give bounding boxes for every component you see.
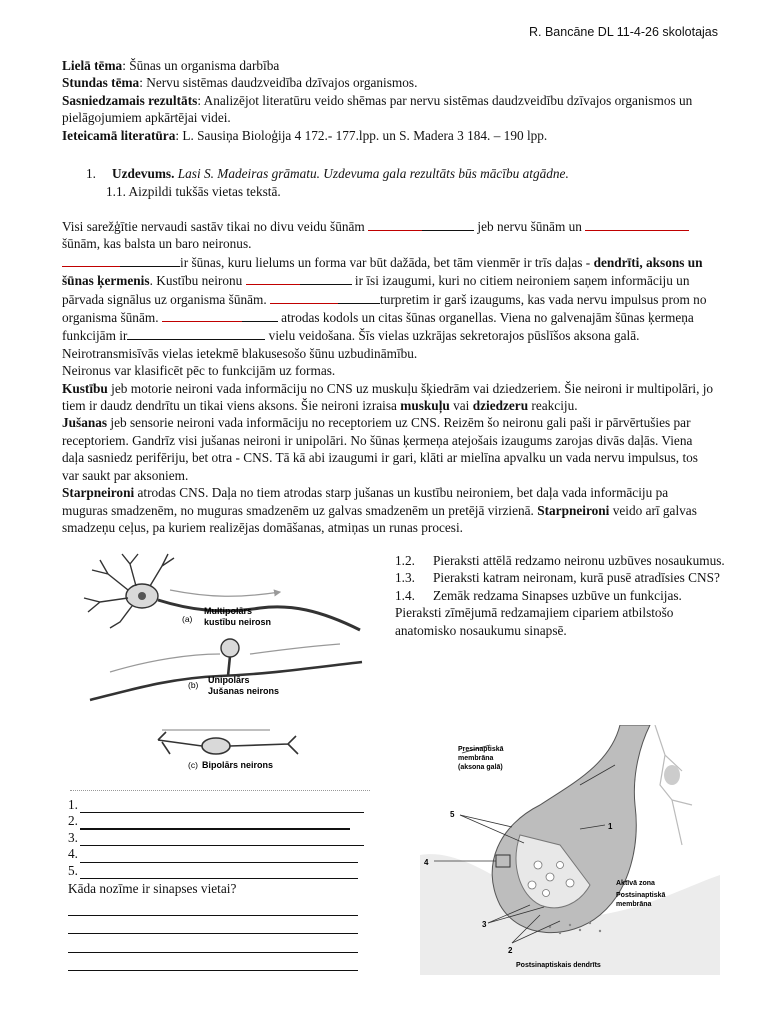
answer-line-2[interactable] <box>68 813 368 829</box>
p6-bold: Starpneironi <box>537 502 610 518</box>
blank-1b[interactable] <box>422 217 474 231</box>
p2-a: ir šūnas, kuru lielums un forma var būt dažāda, bet tām vienmēr ir trīs daļas - <box>180 254 594 270</box>
neuron-types-drawing <box>70 550 370 782</box>
figure-divider <box>70 790 370 791</box>
result-label: Sasniedzamais rezultāts <box>62 92 198 108</box>
p4-bold-2: dziedzeru <box>472 398 529 414</box>
blank-4b[interactable] <box>300 271 352 285</box>
theme-label: Lielā tēma <box>62 58 123 73</box>
lesson-value: : Nervu sistēmas daudzveidība dzīvajos organismos. <box>139 75 418 91</box>
blank-2[interactable] <box>585 217 689 231</box>
fill-text <box>62 217 716 536</box>
blank-7[interactable] <box>127 326 265 340</box>
fig-a-tag: (a) <box>182 614 193 624</box>
question-1-3-text: Pieraksti katram neironam, kurā pusē atradīsies CNS? <box>433 570 720 586</box>
syn-pre-l3: (aksona galā) <box>458 764 503 771</box>
p2-bold: dendrīti, aksons un šūnas ķermenis <box>62 254 703 289</box>
synapse-drawing <box>420 725 720 975</box>
write-line-2[interactable] <box>68 916 358 935</box>
question-1-4-text: Zemāk redzama Sinapses uzbūve un funkcijas. Pieraksti zīmējumā redzamajiem cipariem atbilstošo anatomisko nosaukumu sinapsē. <box>395 587 682 638</box>
p6-a: atrodas CNS. Daļa no tiem atrodas starp jušanas un kustību neironiem, bet daļa vada informāciju pa muguras smadzenēm, no muguras smadzenēm uz galvas smadzenēm un pretējā virzienā. <box>62 485 669 518</box>
question-1-2-num: 1.2. <box>395 553 415 568</box>
fig-b-label1: Unipolārs <box>208 675 250 685</box>
syn-pre-l2: membrāna <box>458 755 494 762</box>
blank-5b[interactable] <box>338 290 380 304</box>
neuron-types-figure <box>70 550 370 782</box>
p6-label: Starpneironi <box>62 485 135 501</box>
question-1-2 <box>395 552 725 569</box>
blank-5[interactable] <box>270 290 338 304</box>
question-1-4-num: 1.4. <box>395 587 415 603</box>
question-1-3 <box>395 569 725 586</box>
questions-column <box>395 552 725 639</box>
fig-b-tag: (b) <box>188 680 199 690</box>
p1-c: šūnām, kas balsta un baro neironus. <box>62 236 252 252</box>
blank-6b[interactable] <box>242 308 278 322</box>
lesson-label: Stundas tēma <box>62 75 140 91</box>
p2-d: ir īsi izaugumi, kuri no citiem neironiem saņem informāciju un pārvada signālus uz organisma šūnām. <box>62 273 690 307</box>
task-instruction: Lasi S. Madeiras grāmatu. Uzdevuma gala rezultāts būs mācību atgādne. <box>177 166 569 181</box>
synapse-figure <box>420 725 720 975</box>
answer-line-5[interactable] <box>68 863 368 879</box>
syn-post-l1: Postsinaptiskā <box>616 892 666 899</box>
question-1-3-num: 1.3. <box>395 570 415 586</box>
answer-line-1[interactable] <box>68 797 368 813</box>
syn-num-4: 4 <box>424 858 429 867</box>
answer-num-5: 5. <box>68 862 78 878</box>
syn-post-l2: membrāna <box>616 901 652 908</box>
syn-pre-l1: Presinaptiskā <box>458 746 504 753</box>
answer-lines <box>68 797 368 971</box>
blank-4[interactable] <box>246 271 300 285</box>
neuron-branch <box>655 725 692 845</box>
answer-num-2: 2. <box>68 813 78 829</box>
p5-label: Jušanas <box>62 415 108 431</box>
syn-num-1: 1 <box>608 822 613 831</box>
result-value: : Analizējot literatūru veido shēmas par nervu sistēmas daudzveidību dzīvajos organismos un pielāgojumiem apkārtējai videi. <box>62 92 693 126</box>
answer-num-1: 1. <box>68 796 78 812</box>
write-line-3[interactable] <box>68 934 358 953</box>
p2-e: turpretim ir garš izaugums, kas vada nervu impulsus prom no organisma šūnām. <box>62 291 707 326</box>
header-author: R. Bancāne DL 11-4-26 skolotajas <box>529 25 718 39</box>
blank-3[interactable] <box>62 253 120 267</box>
p1-b: jeb nervu šūnām un <box>474 219 586 234</box>
p2-g: vielu veidošana. Šīs vielas uzkrājas sekretorajos pūslīšos aksona galā. Neirotransmisīvās vielas ietekmē blakusesošo šūnu uzbudināmību. <box>62 328 640 361</box>
p4-b: vai <box>449 398 473 414</box>
question-1-4 <box>395 587 725 639</box>
syn-num-5: 5 <box>450 810 455 819</box>
fig-c-label: Bipolārs neirons <box>202 760 274 770</box>
fig-b-label2: Jušanas neirons <box>208 686 280 696</box>
fig-c-tag: (c) <box>188 760 198 770</box>
p5-text: jeb sensorie neironi vada informāciju no receptoriem uz CNS. Reizēm šo neironu gali paši ir pārvērtušies par receptoriem. Gandrīz visi jušanas neironi ir unipolāri. No šūnas ķermeņa atejošais izaugums zarojas divās daļās. Viena daļa sasniedz perifēriju, bet otra - CNS. Tā kā abi izaugumi ir gari, klāti ar mielīna apvalku un vada nervu impulsus, tos var saukt par aksoniem. <box>62 415 698 483</box>
literature-value: : L. Sausiņa Bioloģija 4 172.- 177.lpp. un S. Madera 3 184. – 190 lpp. <box>175 127 548 143</box>
syn-num-3: 3 <box>482 920 487 929</box>
p3: Neironus var klasificēt pēc to funkcijām uz formas. <box>62 363 336 379</box>
task-heading <box>86 165 569 182</box>
p4-label: Kustību <box>62 380 108 396</box>
fig-a-label1: Multipolārs <box>204 606 253 616</box>
p2-f: atrodas kodols un citas šūnas organellas. Viena no galvenajām šūnas ķermeņa funkcijām ir <box>62 310 694 344</box>
p4-c: reakciju. <box>528 398 578 414</box>
p1-a: Visi sarežģītie nervaudi sastāv tikai no divu veidu šūnām <box>62 219 369 234</box>
task-subheading: 1.1. Aizpildi tukšās vietas tekstā. <box>106 184 281 199</box>
intro-section <box>62 57 716 144</box>
write-line-4[interactable] <box>68 953 358 972</box>
syn-active-zone: Aktīvā zona <box>616 880 655 887</box>
blank-6[interactable] <box>162 308 242 322</box>
blank-3b[interactable] <box>120 253 180 267</box>
p4-a: jeb motorie neironi vada informāciju no CNS uz muskuļu šķiedrām vai dziedzeriem. Šie neironi ir multipolāri, jo tiem ir daudz dendrītu un tikai viens aksons. Šie neironi izraisa <box>62 380 714 414</box>
task-title: Uzdevums. <box>112 166 175 181</box>
syn-dendrite: Postsinaptiskais dendrīts <box>516 962 601 969</box>
theme-value: : Šūnas un organisma darbība <box>122 58 280 73</box>
literature-label: Ieteicamā literatūra <box>62 127 176 143</box>
p4-bold-1: muskuļu <box>400 398 450 414</box>
answer-num-3: 3. <box>68 829 78 845</box>
answer-line-4[interactable] <box>68 846 368 862</box>
question-1-2-text: Pieraksti attēlā redzamo neironu uzbūves nosaukumus. <box>433 553 725 568</box>
write-line-1[interactable] <box>68 897 358 916</box>
fig-a-label2: kustību neirosn <box>204 617 272 627</box>
p2-c: . Kustību neironu <box>149 273 246 289</box>
blank-1[interactable] <box>368 217 422 231</box>
p6-b: veido arī galvas smadzeņu ceļus, pa kuriem realizējas domāšanas, atmiņas un runas procesi. <box>62 502 697 535</box>
task-number: 1. <box>86 166 96 181</box>
syn-num-2: 2 <box>508 946 513 955</box>
synapse-question: Kāda nozīme ir sinapses vietai? <box>68 880 237 896</box>
answer-line-3[interactable] <box>68 830 368 846</box>
answer-num-4: 4. <box>68 846 78 862</box>
